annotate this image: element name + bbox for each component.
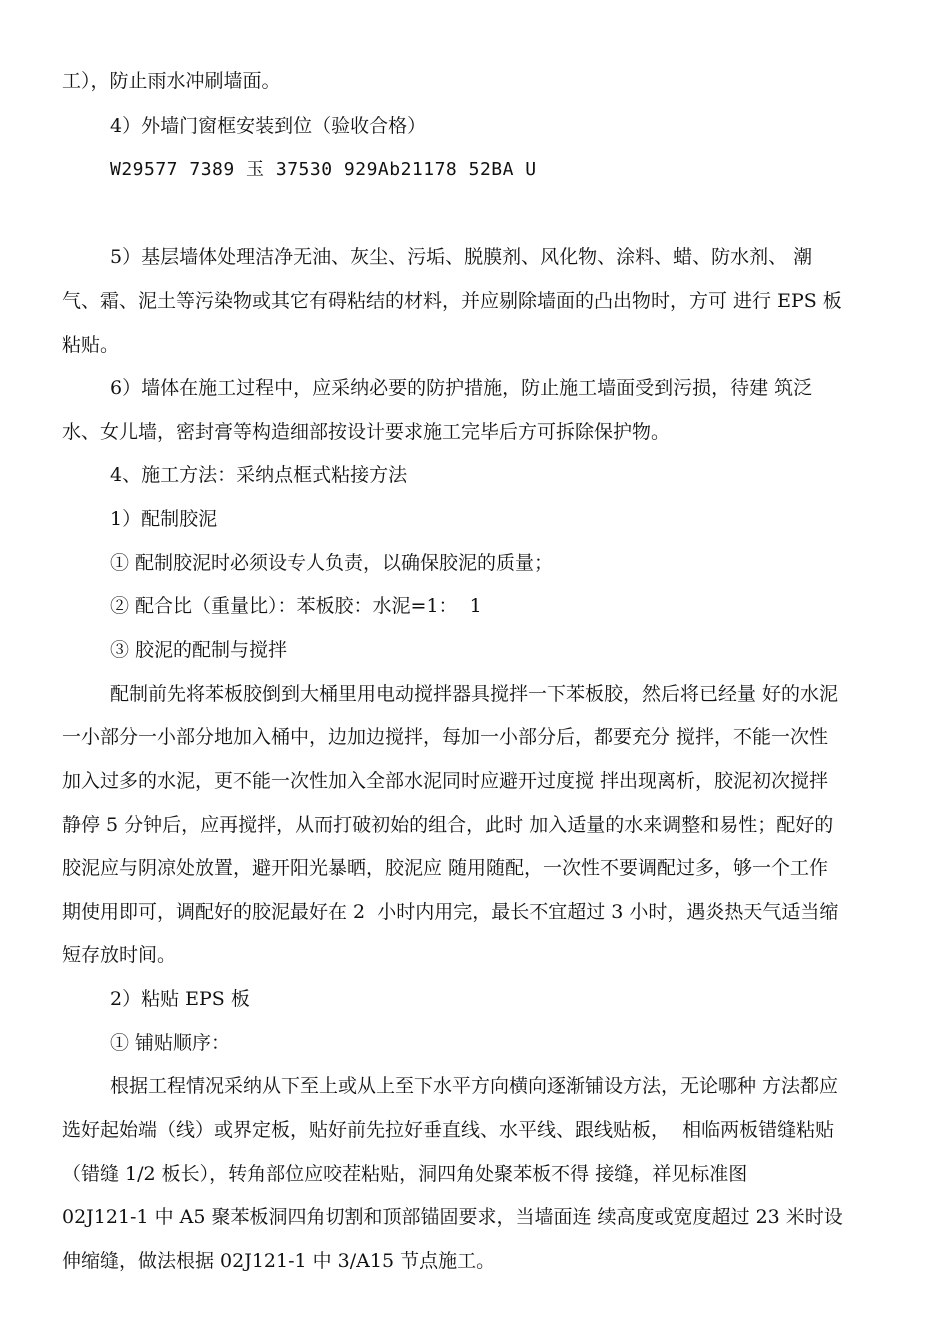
text-line: 工），防止雨水冲刷墙面。 (62, 70, 281, 92)
text-line: 伸缩缝，做法根据 02J121-1 中 3/A15 节点施工。 (62, 1250, 496, 1272)
list-item: ① 铺贴顺序： (110, 1032, 231, 1054)
list-item: ② 配合比（重量比）：苯板胶：水泥=1： 1 (110, 595, 482, 617)
subsection-heading: 2）粘贴 EPS 板 (110, 988, 250, 1010)
list-item: ① 配制胶泥时必须设专人负责，以确保胶泥的质量； (110, 552, 554, 574)
text-line: 静停 5 分钟后，应再搅拌，从而打破初始的组合，此时 加入适量的水来调整和易性；配好的 (62, 814, 834, 836)
text-line: 配制前先将苯板胶倒到大桶里用电动搅拌器具搅拌一下苯板胶，然后将已经量 好的水泥 (110, 683, 839, 705)
garbled-code-line: W29577 7389 玉 37530 929Ab21178 52BA U (110, 159, 537, 180)
list-item: ③ 胶泥的配制与搅拌 (110, 639, 288, 661)
text-line: 短存放时间。 (62, 944, 177, 966)
text-line: 水、女儿墙，密封膏等构造细部按设计要求施工完毕后方可拆除保护物。 (62, 421, 671, 443)
text-line: 气、霜、泥土等污染物或其它有碍粘结的材料，并应剔除墙面的凸出物时，方可 进行 EPS 板 (62, 290, 842, 312)
text-line: 选好起始端（线）或界定板，贴好前先拉好垂直线、水平线、跟线贴板， 相临两板错缝粘贴 (62, 1119, 835, 1141)
text-line: 期使用即可，调配好的胶泥最好在 2 小时内用完，最长不宜超过 3 小时，遇炎热天气适当缩 (62, 901, 839, 923)
text-line: 加入过多的水泥，更不能一次性加入全部水泥同时应避开过度搅 拌出现离析，胶泥初次搅拌 (62, 770, 829, 792)
text-line: 胶泥应与阴凉处放置，避开阳光暴晒，胶泥应 随用随配，一次性不要调配过多，够一个工作 (62, 857, 829, 879)
text-line: 粘贴。 (62, 334, 120, 356)
subsection-heading: 1）配制胶泥 (110, 508, 218, 530)
text-line: 根据工程情况采纳从下至上或从上至下水平方向横向逐渐铺设方法，无论哪种 方法都应 (110, 1075, 839, 1097)
text-line: 一小部分一小部分地加入桶中，边加边搅拌，每加一小部分后，都要充分 搅拌，不能一次性 (62, 726, 829, 748)
text-line: 02J121-1 中 A5 聚苯板洞四角切割和顶部锚固要求，当墙面连 续高度或宽度超过 23 米时设 (62, 1206, 843, 1228)
text-line: 4）外墙门窗框安装到位（验收合格） (110, 115, 427, 137)
section-heading: 4、施工方法：采纳点框式粘接方法 (110, 464, 408, 486)
text-line: （错缝 1/2 板长），转角部位应咬茬粘贴，洞四角处聚苯板不得 接缝，祥见标准图 (62, 1163, 748, 1185)
text-line: 5）基层墙体处理洁净无油、灰尘、污垢、脱膜剂、风化物、涂料、蜡、防水剂、 潮 (110, 246, 813, 268)
text-line: 6）墙体在施工过程中，应采纳必要的防护措施，防止施工墙面受到污损，待建 筑泛 (110, 377, 813, 399)
